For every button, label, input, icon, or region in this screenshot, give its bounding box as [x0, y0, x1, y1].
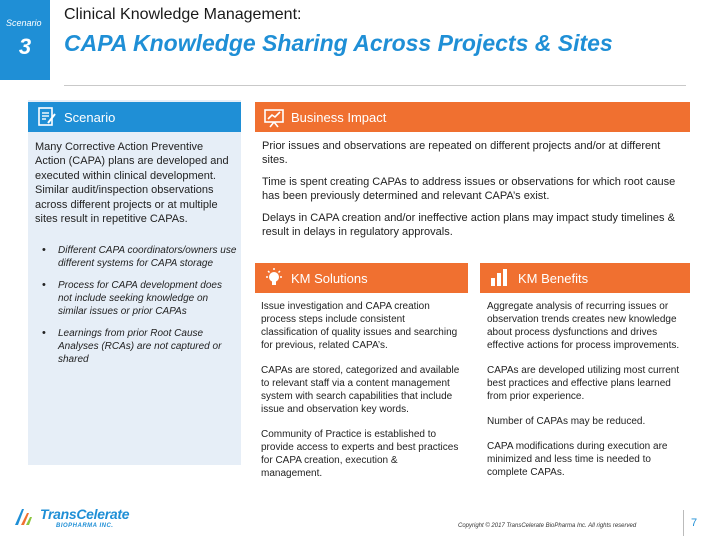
- scenario-bullet: • Process for CAPA development does not include seeking knowledge on similar issues or prior CAPAs: [42, 279, 238, 318]
- scenario-badge: [0, 0, 50, 80]
- logo-name: TransCelerate: [40, 506, 130, 522]
- scenario-badge-label: Scenario: [6, 18, 42, 28]
- scenario-header: [28, 102, 241, 132]
- document-edit-icon: [36, 106, 58, 128]
- benefit-item: CAPAs are developed utilizing most current best practices and effective plans learned from prior experience.: [487, 365, 680, 402]
- business-impact-body: [262, 139, 682, 247]
- presentation-chart-icon: [263, 106, 285, 128]
- copyright-notice: Copyright © 2017 TransCelerate BioPharma Inc. All rights reserved: [458, 523, 637, 529]
- bar-chart-icon: [488, 267, 510, 289]
- benefit-item: Number of CAPAs may be reduced.: [487, 416, 646, 427]
- benefit-item: CAPA modifications during execution are minimized and less time is needed to complete CAPAs.: [487, 441, 668, 478]
- page-number-divider: [683, 510, 684, 536]
- km-solutions-header: [255, 263, 468, 293]
- page-number: 7: [691, 517, 698, 529]
- business-impact-header: [255, 102, 690, 132]
- km-benefits-heading: KM Benefits: [518, 271, 589, 286]
- impact-item: Prior issues and observations are repeated on different projects and/or at different sites.: [262, 140, 661, 166]
- km-solutions-heading: KM Solutions: [291, 271, 368, 286]
- lightbulb-icon: [263, 267, 285, 289]
- impact-item: Time is spent creating CAPAs to address issues or observations for which root cause has been previously determined and relevant CAPA’s exist.: [262, 176, 676, 202]
- benefit-item: Aggregate analysis of recurring issues or observation trends creates new knowledge about process dysfunctions and drives effective actions for process improvements.: [487, 301, 680, 351]
- km-solutions-body: [261, 300, 461, 492]
- title-divider: [64, 85, 686, 86]
- scenario-bullet: • Different CAPA coordinators/owners use different systems for CAPA storage: [42, 244, 238, 270]
- transcelerate-logo: [8, 504, 138, 534]
- scenario-description: Many Corrective Action Preventive Action (CAPA) plans are developed and executed within clinical development. Similar audit/inspection observations across different projects or at multiple sites result in repetitive CAPAs.: [35, 141, 229, 226]
- solution-item: Issue investigation and CAPA creation process steps include consistent classification of quality issues and searching for previous, related CAPA’s.: [261, 301, 458, 351]
- page-title: CAPA Knowledge Sharing Across Projects & Sites: [64, 30, 613, 56]
- logo-subtitle: BIOPHARMA INC.: [56, 523, 114, 529]
- logo-mark-icon: [12, 506, 34, 528]
- scenario-bullet-list: [42, 244, 238, 375]
- solution-item: Community of Practice is established to provide access to experts and best practices for CAPA creation, execution & management.: [261, 429, 459, 479]
- impact-item: Delays in CAPA creation and/or ineffective action plans may impact study timelines & result in delays in regulatory approvals.: [262, 212, 675, 238]
- km-benefits-body: [487, 300, 687, 491]
- km-benefits-header: [480, 263, 690, 293]
- scenario-heading: Scenario: [64, 110, 116, 125]
- scenario-bullet: • Learnings from prior Root Cause Analyses (RCAs) are not captured or shared: [42, 327, 238, 366]
- section-eyebrow: Clinical Knowledge Management:: [64, 6, 302, 23]
- solution-item: CAPAs are stored, categorized and available to relevant staff via a content management system with search capabilities that include issue and observation key words.: [261, 365, 460, 415]
- scenario-number: 3: [18, 34, 32, 59]
- business-impact-heading: Business Impact: [291, 110, 387, 125]
